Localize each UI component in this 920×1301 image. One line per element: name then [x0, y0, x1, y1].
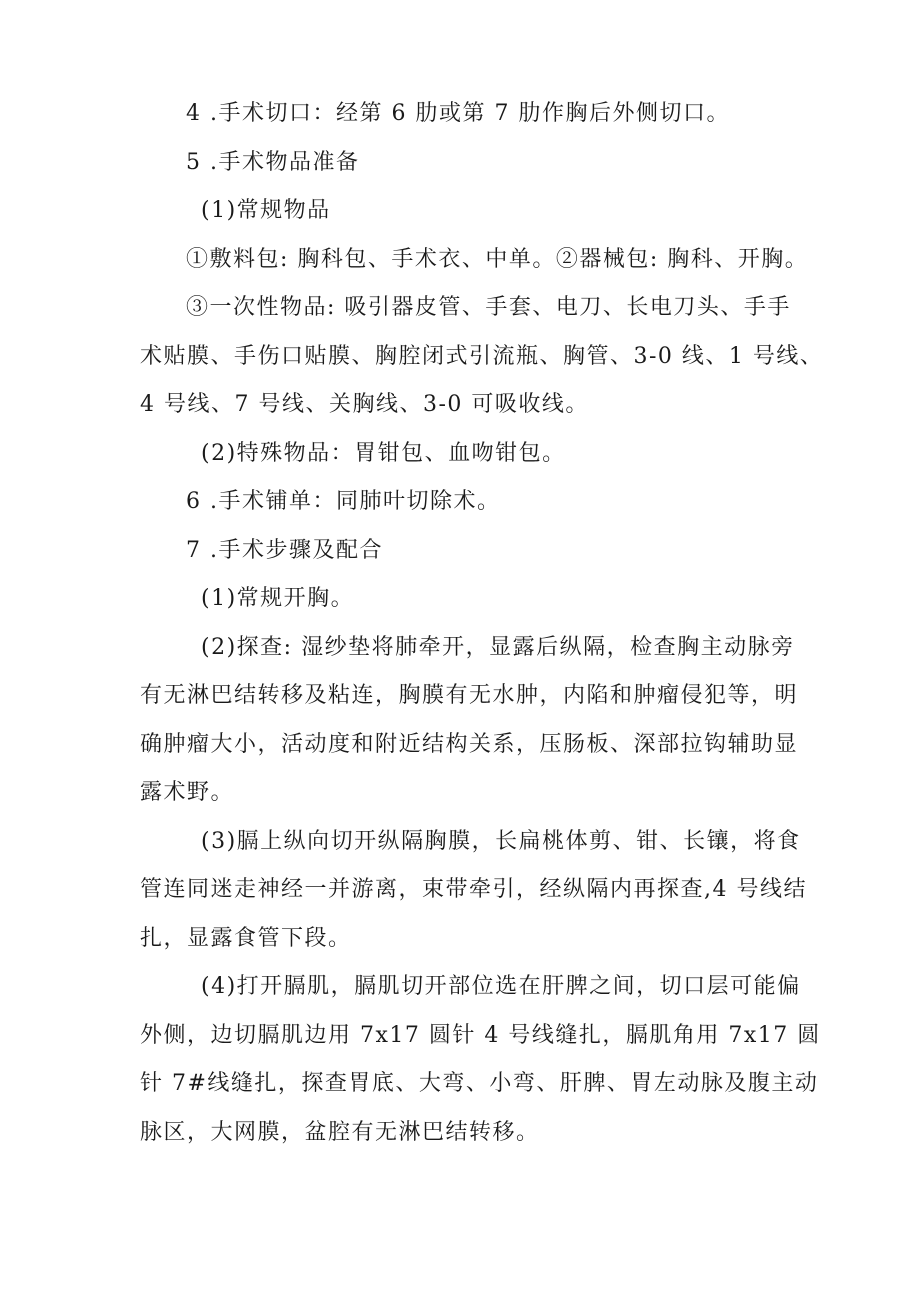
dressing-instrument-pack-line: ①敷料包: 胸科包、手术衣、中单。②器械包: 胸科、开胸。	[186, 246, 809, 272]
step-3-line-3: 扎，显露食管下段。	[140, 925, 352, 951]
step-4-line-1: (4)打开膈肌，膈肌切开部位选在肝脾之间，切口层可能偏	[201, 974, 801, 999]
disposable-items-line-2: 术贴膜、手伤口贴膜、胸腔闭式引流瓶、胸管、3-0 线、1 号线、	[140, 343, 824, 369]
disposable-items-line-3: 4 号线、7 号线、关胸线、3-0 可吸收线。	[140, 392, 589, 417]
step-2-line-3: 确肿瘤大小，活动度和附近结构关系，压肠板、深部拉钩辅助显	[140, 731, 799, 757]
section-7-heading: 7 .手术步骤及配合	[186, 537, 383, 563]
step-2-line-4: 露术野。	[140, 780, 235, 805]
disposable-items-line-1: ③一次性物品: 吸引器皮管、手套、电刀、长电刀头、手手	[186, 295, 791, 320]
step-2-line-2: 有无淋巴结转移及粘连，胸膜有无水肿，内陷和肿瘤侵犯等，明	[140, 683, 799, 708]
step-3-line-1: (3)膈上纵向切开纵隔胸膜，长扁桃体剪、钳、长镶，将食	[201, 828, 801, 854]
step-1-open-chest: (1)常规开胸。	[201, 586, 355, 611]
section-5-heading: 5 .手术物品准备	[186, 149, 360, 175]
section-4-incision: 4 .手术切口：经第 6 肋或第 7 肋作胸后外侧切口。	[186, 101, 730, 126]
step-4-line-2: 外侧，边切膈肌边用 7x17 圆针 4 号线缝扎，膈肌角用 7x17 圆	[140, 1022, 821, 1048]
section-6-draping: 6 .手术铺单：同肺叶切除术。	[186, 489, 501, 514]
item-routine-supplies: (1)常规物品	[201, 198, 331, 223]
step-4-line-3: 针 7#线缝扎，探查胃底、大弯、小弯、肝脾、胃左动脉及腹主动	[140, 1071, 819, 1096]
step-3-line-2: 管连同迷走神经一并游离，束带牵引，经纵隔内再探查,4 号线结	[140, 877, 807, 902]
document-body	[140, 90, 824, 1157]
step-4-line-4: 脉区，大网膜，盆腔有无淋巴结转移。	[140, 1119, 540, 1145]
item-special-supplies: (2)特殊物品：胃钳包、血吻钳包。	[201, 440, 566, 466]
step-2-line-1: (2)探查: 湿纱垫将肺牵开，显露后纵隔，检查胸主动脉旁	[201, 634, 795, 660]
